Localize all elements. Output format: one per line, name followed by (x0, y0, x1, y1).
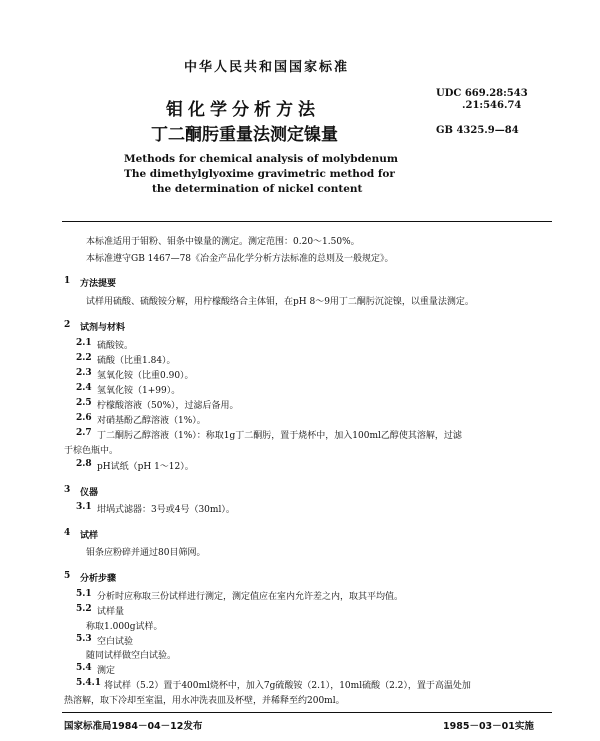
english-title-line1: Methods for chemical analysis of molybdenum (124, 153, 398, 165)
english-title-line3: the determination of nickel content (152, 183, 363, 195)
section-4-number: 4 (64, 528, 71, 538)
item-2-8-text: pH试纸（pH 1～12）。 (97, 462, 194, 472)
section-5-number: 5 (64, 571, 71, 581)
item-5-2-detail: 称取1.000g试样。 (86, 622, 163, 632)
section-4-title: 试样 (80, 531, 99, 541)
item-5-3-number: 5.3 (76, 634, 92, 644)
item-2-4-text: 氢氧化铵（1+99）。 (97, 386, 181, 396)
item-5-3-text: 空白试验 (97, 637, 134, 647)
section-1-text: 试样用硫酸、硫酸铵分解，用柠檬酸络合主体钼，在pH 8～9用丁二酮肟沉淀镍，以重量法测定。 (86, 297, 474, 307)
header-divider (62, 221, 552, 222)
section-1-number: 1 (64, 276, 71, 286)
item-5-2-number: 5.2 (76, 604, 92, 614)
intro-scope: 本标准适用于钼粉、钼条中镍量的测定。测定范围：0.20～1.50%。 (86, 237, 360, 247)
section-5-title: 分析步骤 (80, 574, 117, 584)
item-2-7-text: 丁二酮肟乙醇溶液（1%）：称取1g丁二酮肟，置于烧杯中，加入100ml乙醇使其溶解，过滤 (97, 431, 462, 441)
item-2-5-number: 2.5 (76, 398, 92, 408)
item-5-2-text: 试样量 (97, 607, 125, 617)
item-2-1-text: 硫酸铵。 (97, 341, 134, 351)
intro-compliance: 本标准遵守GB 1467—78《冶金产品化学分析方法标准的总则及一般规定》。 (86, 254, 394, 264)
item-2-2-number: 2.2 (76, 353, 92, 363)
udc-code-line2: .21:546.74 (462, 100, 522, 111)
item-2-3-number: 2.3 (76, 368, 92, 378)
item-5-4-1-text: 将试样（5.2）置于400ml烧杯中，加入7g硫酸铵（2.1），10ml硫酸（2.2），置于高温处加 (104, 681, 471, 691)
section-2-number: 2 (64, 320, 71, 330)
item-5-4-1-continuation: 热溶解，取下冷却至室温，用水冲洗表皿及杯壁，并稀释至约200ml。 (64, 696, 345, 706)
section-3-number: 3 (64, 485, 71, 495)
item-2-6-number: 2.6 (76, 413, 92, 423)
item-2-6-text: 对硝基酚乙醇溶液（1%）。 (97, 416, 206, 426)
section-1-title: 方法提要 (80, 279, 117, 289)
document-title-line1: 钼化学分析方法 (166, 100, 320, 120)
footer-divider (62, 712, 552, 713)
item-3-1-number: 3.1 (76, 502, 92, 512)
effective-date: 1985－03－01实施 (443, 721, 534, 732)
item-5-4-1-number: 5.4.1 (76, 678, 102, 688)
gb-code: GB 4325.9—84 (436, 125, 519, 136)
item-3-1-text: 坩埚式滤器：3号或4号（30ml）。 (97, 505, 235, 515)
item-2-3-text: 氢氧化铵（比重0.90）。 (97, 371, 194, 381)
item-2-7-continuation: 于棕色瓶中。 (64, 446, 119, 456)
section-2-title: 试剂与材料 (80, 323, 126, 333)
item-2-7-number: 2.7 (76, 428, 92, 438)
section-3-title: 仪器 (80, 488, 99, 498)
item-2-4-number: 2.4 (76, 383, 92, 393)
item-2-2-text: 硫酸（比重1.84）。 (97, 356, 176, 366)
issued-date: 国家标准局1984－04－12发布 (64, 721, 203, 732)
item-2-8-number: 2.8 (76, 459, 92, 469)
country-standard-heading: 中华人民共和国国家标准 (184, 60, 350, 75)
english-title-line2: The dimethylglyoxime gravimetric method for (124, 168, 395, 180)
item-5-4-text: 测定 (97, 666, 116, 676)
section-4-text: 钼条应粉碎并通过80目筛网。 (86, 548, 206, 558)
item-5-1-number: 5.1 (76, 589, 92, 599)
item-2-5-text: 柠檬酸溶液（50%），过滤后备用。 (97, 401, 239, 411)
item-5-1-text: 分析时应称取三份试样进行测定，测定值应在室内允许差之内，取其平均值。 (97, 592, 404, 602)
udc-code-line1: UDC 669.28:543 (436, 88, 528, 99)
item-2-1-number: 2.1 (76, 338, 92, 348)
document-title-line2: 丁二酮肟重量法测定镍量 (151, 125, 338, 145)
item-5-3-detail: 随同试样做空白试验。 (86, 651, 177, 661)
item-5-4-number: 5.4 (76, 663, 92, 673)
